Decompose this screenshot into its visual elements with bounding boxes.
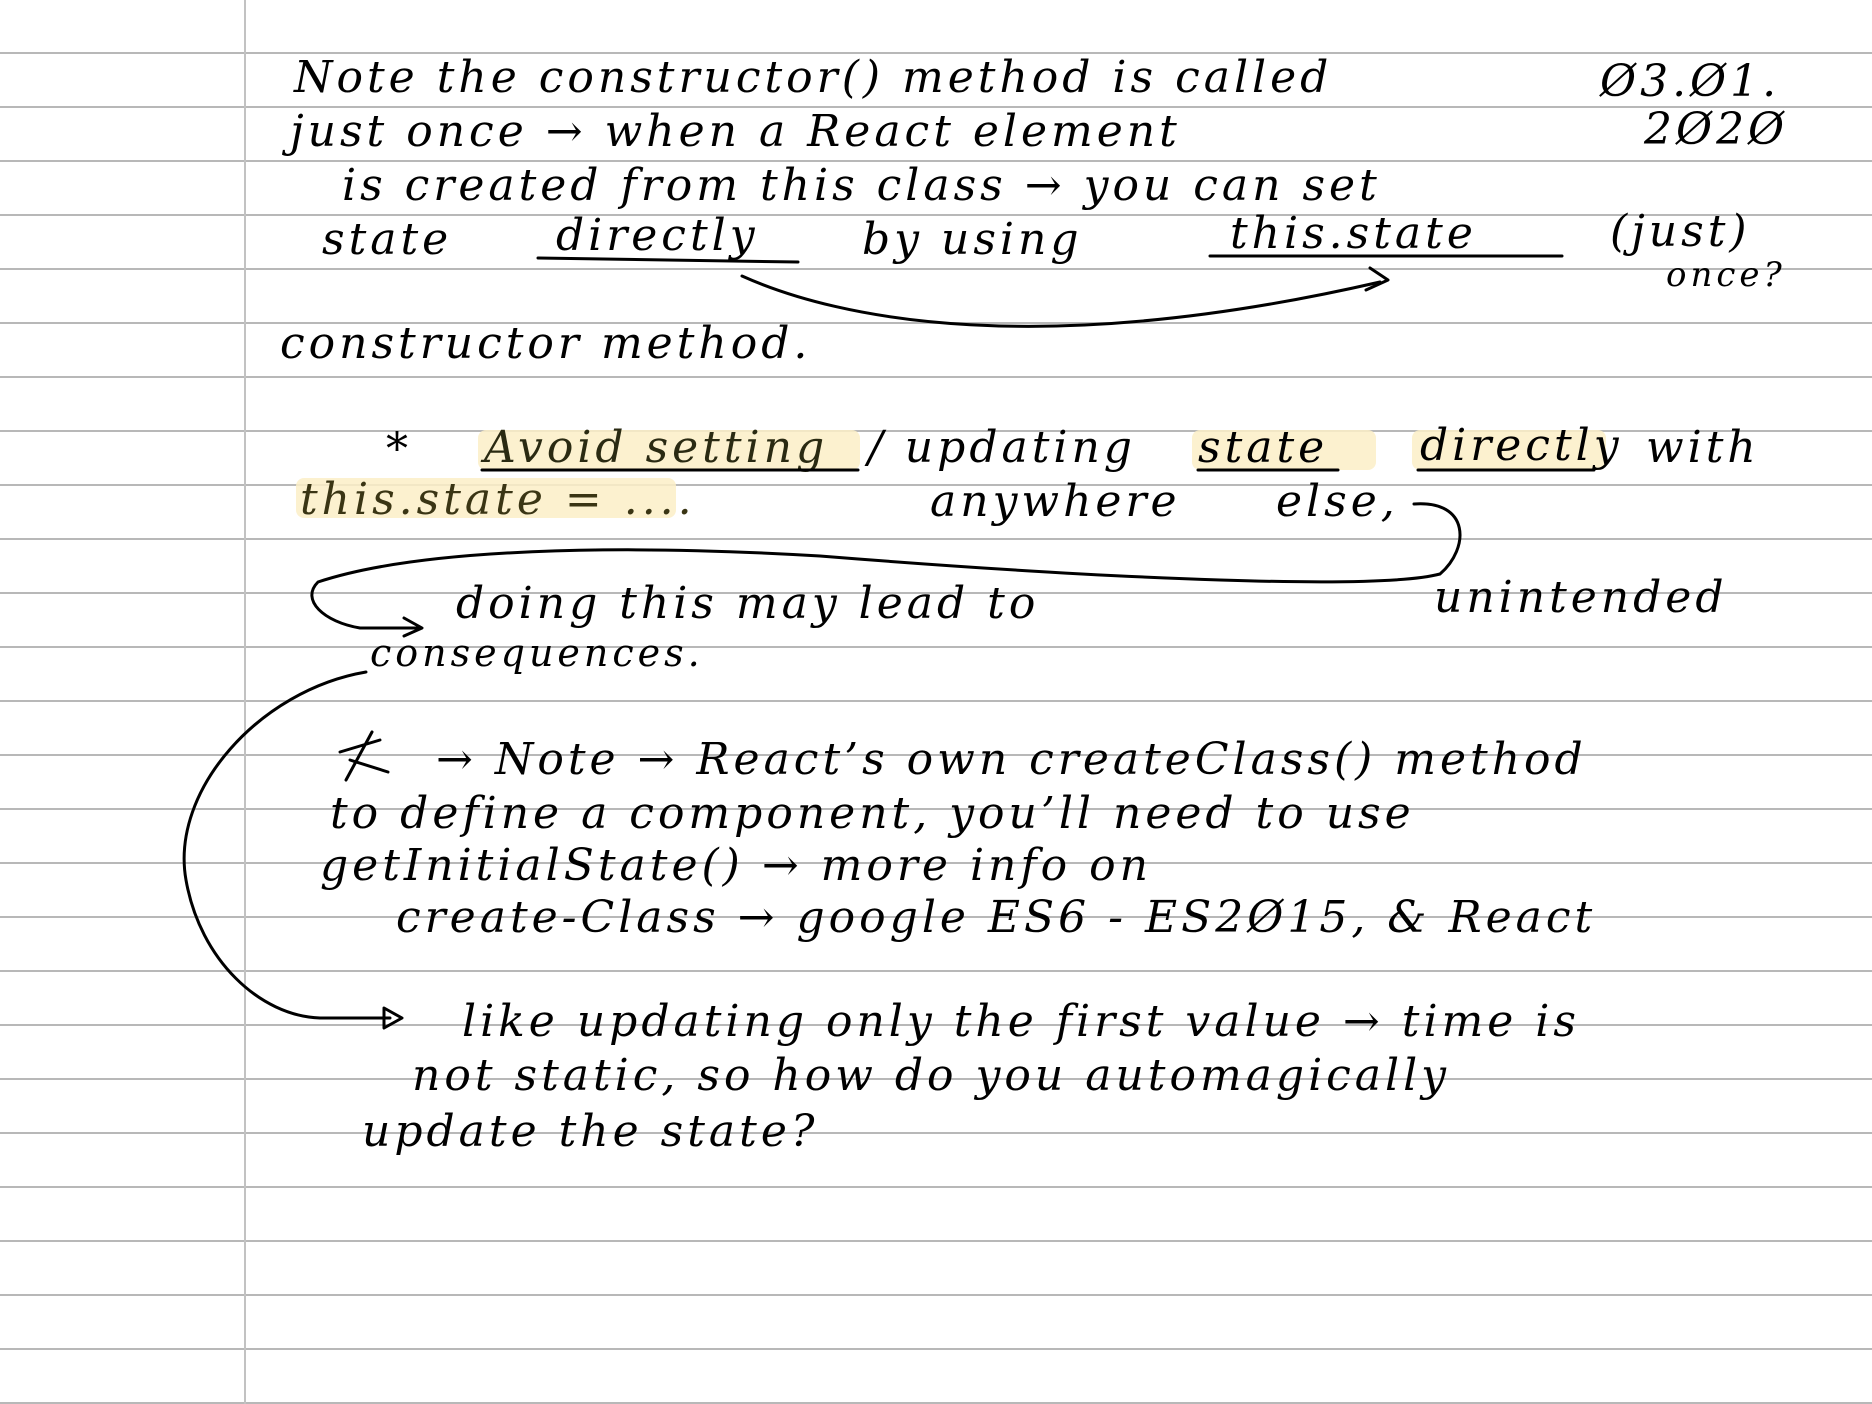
star-note-mark	[340, 732, 388, 780]
note-line-4-this-state: this.state	[1230, 208, 1477, 259]
arrow-directly-to-this-state	[742, 276, 1380, 326]
note-avoid-directly: directly	[1420, 420, 1623, 471]
note-avoid-setting: Avoid setting	[484, 422, 829, 473]
note-createclass-line: create-Class → google ES6 - ES2Ø15, & React	[396, 892, 1597, 943]
note-line-4-state: state	[322, 214, 453, 265]
note-unintended: unintended	[1434, 572, 1728, 623]
note-consequences: consequences.	[370, 631, 704, 675]
note-line-4-once: once?	[1666, 255, 1786, 295]
note-date-day: Ø3.Ø1.	[1600, 56, 1781, 107]
note-line-2: just once → when a React element	[290, 106, 1181, 157]
note-line-5: constructor method.	[280, 318, 812, 369]
underline-directly	[538, 258, 798, 262]
note-not-static-line: not static, so how do you automagically	[412, 1050, 1451, 1101]
curve-consequences-to-like	[184, 672, 390, 1018]
note-avoid-with: with	[1646, 422, 1760, 473]
note-like-updating-line: like updating only the first value → time is	[462, 996, 1580, 1047]
note-line-4-by-using: by using	[862, 214, 1083, 265]
note-update-state-line: update the state?	[362, 1106, 819, 1157]
note-anywhere: anywhere	[930, 476, 1181, 527]
bullet-star: *	[386, 424, 412, 475]
note-line-4-directly: directly	[556, 210, 759, 261]
curve-else-to-doing	[312, 504, 1460, 628]
note-line-3: is created from this class → you can set	[342, 160, 1381, 211]
note-star-note-line: → Note → React’s own createClass() method	[436, 734, 1587, 785]
note-line-4-just: (just)	[1610, 206, 1751, 257]
note-doing-this: doing this may lead to	[456, 578, 1040, 629]
note-else: else,	[1276, 476, 1399, 527]
note-define-line: to define a component, you’ll need to use	[330, 788, 1415, 839]
note-getinitialstate-line: getInitialState() → more info on	[320, 840, 1152, 891]
note-avoid-state: state	[1198, 422, 1329, 473]
note-this-state-eq: this.state = ....	[300, 474, 696, 525]
note-slash-updating: / updating	[868, 422, 1136, 473]
arrowhead-this-state	[1366, 268, 1388, 290]
note-line-1: Note the constructor() method is called	[294, 52, 1333, 103]
note-date-year: 2Ø2Ø	[1644, 104, 1789, 155]
